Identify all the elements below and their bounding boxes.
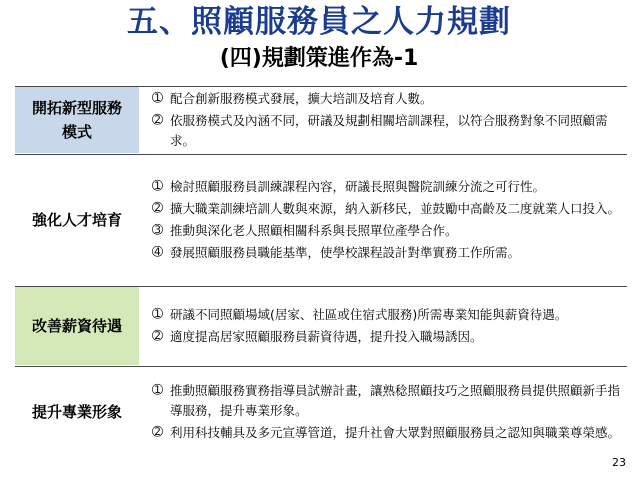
item-text: 擴大職業訓練培訓人數與來源，納入新移民，並鼓勵中高齡及二度就業人口投入。 [170, 201, 621, 216]
item-number: ➁ [152, 201, 163, 216]
item-number: ➁ [152, 329, 163, 344]
section-items [152, 367, 627, 457]
item-number: ➃ [152, 245, 163, 260]
section-label: 改善薪資待遇 [15, 287, 139, 365]
list-item [152, 327, 627, 347]
list-item [152, 243, 627, 263]
list-item [152, 305, 627, 325]
item-number: ➀ [152, 383, 163, 398]
section-label: 強化人才培育 [31, 211, 122, 229]
list-item [152, 177, 627, 197]
list-item [152, 89, 627, 109]
item-text: 推動照顧服務實務指導員試辦計畫，讓熟稔照顧技巧之照顧服務員提供照顧新手指導服務，提升專業形象。 [170, 383, 621, 418]
slide-title: 五、照顧服務員之人力規劃 [127, 4, 511, 40]
list-item [152, 221, 627, 241]
item-text: 配合創新服務模式發展，擴大培訓及培育人數。 [170, 91, 433, 106]
item-text: 推動與深化老人照顧相關科系與長照單位產學合作。 [170, 223, 458, 238]
section-label: 提升專業形象 [31, 403, 122, 421]
item-text: 利用科技輔具及多元宣導管道，提升社會大眾對照顧服務員之認知與職業尊榮感。 [170, 425, 621, 440]
section-label: 開拓新型服務模式 [15, 87, 139, 153]
slide-subtitle: (四)規劃策進作為-1 [219, 46, 419, 71]
section-professional-image [15, 367, 627, 457]
list-item [152, 423, 627, 443]
item-text: 研議不同照顧場域(居家、社區或住宿式服務)所需專業知能與薪資待遇。 [170, 307, 568, 322]
item-text: 適度提高居家照顧服務員薪資待遇，提升投入職場誘因。 [170, 329, 483, 344]
section-salary-improvement [15, 287, 627, 365]
list-item [152, 199, 627, 219]
section-talent-cultivation [15, 155, 627, 285]
item-number: ➀ [152, 179, 163, 194]
list-item [152, 381, 627, 421]
item-number: ➀ [152, 91, 163, 106]
item-text: 檢討照顧服務員訓練課程內容，研議長照與醫院訓練分流之可行性。 [170, 179, 546, 194]
item-text: 依服務模式及內涵不同，研議及規劃相關培訓課程，以符合服務對象不同照顧需求。 [170, 113, 608, 148]
item-number: ➂ [152, 223, 163, 238]
page-number: 23 [612, 456, 626, 469]
item-text: 發展照顧服務員職能基準，使學校課程設計對準實務工作所需。 [170, 245, 521, 260]
section-items [152, 87, 627, 153]
item-number: ➀ [152, 307, 163, 322]
section-items [152, 155, 627, 285]
section-new-service-model [15, 87, 627, 153]
item-number: ➁ [152, 425, 163, 440]
list-item [152, 111, 627, 151]
section-items [152, 287, 627, 365]
item-number: ➁ [152, 113, 163, 128]
